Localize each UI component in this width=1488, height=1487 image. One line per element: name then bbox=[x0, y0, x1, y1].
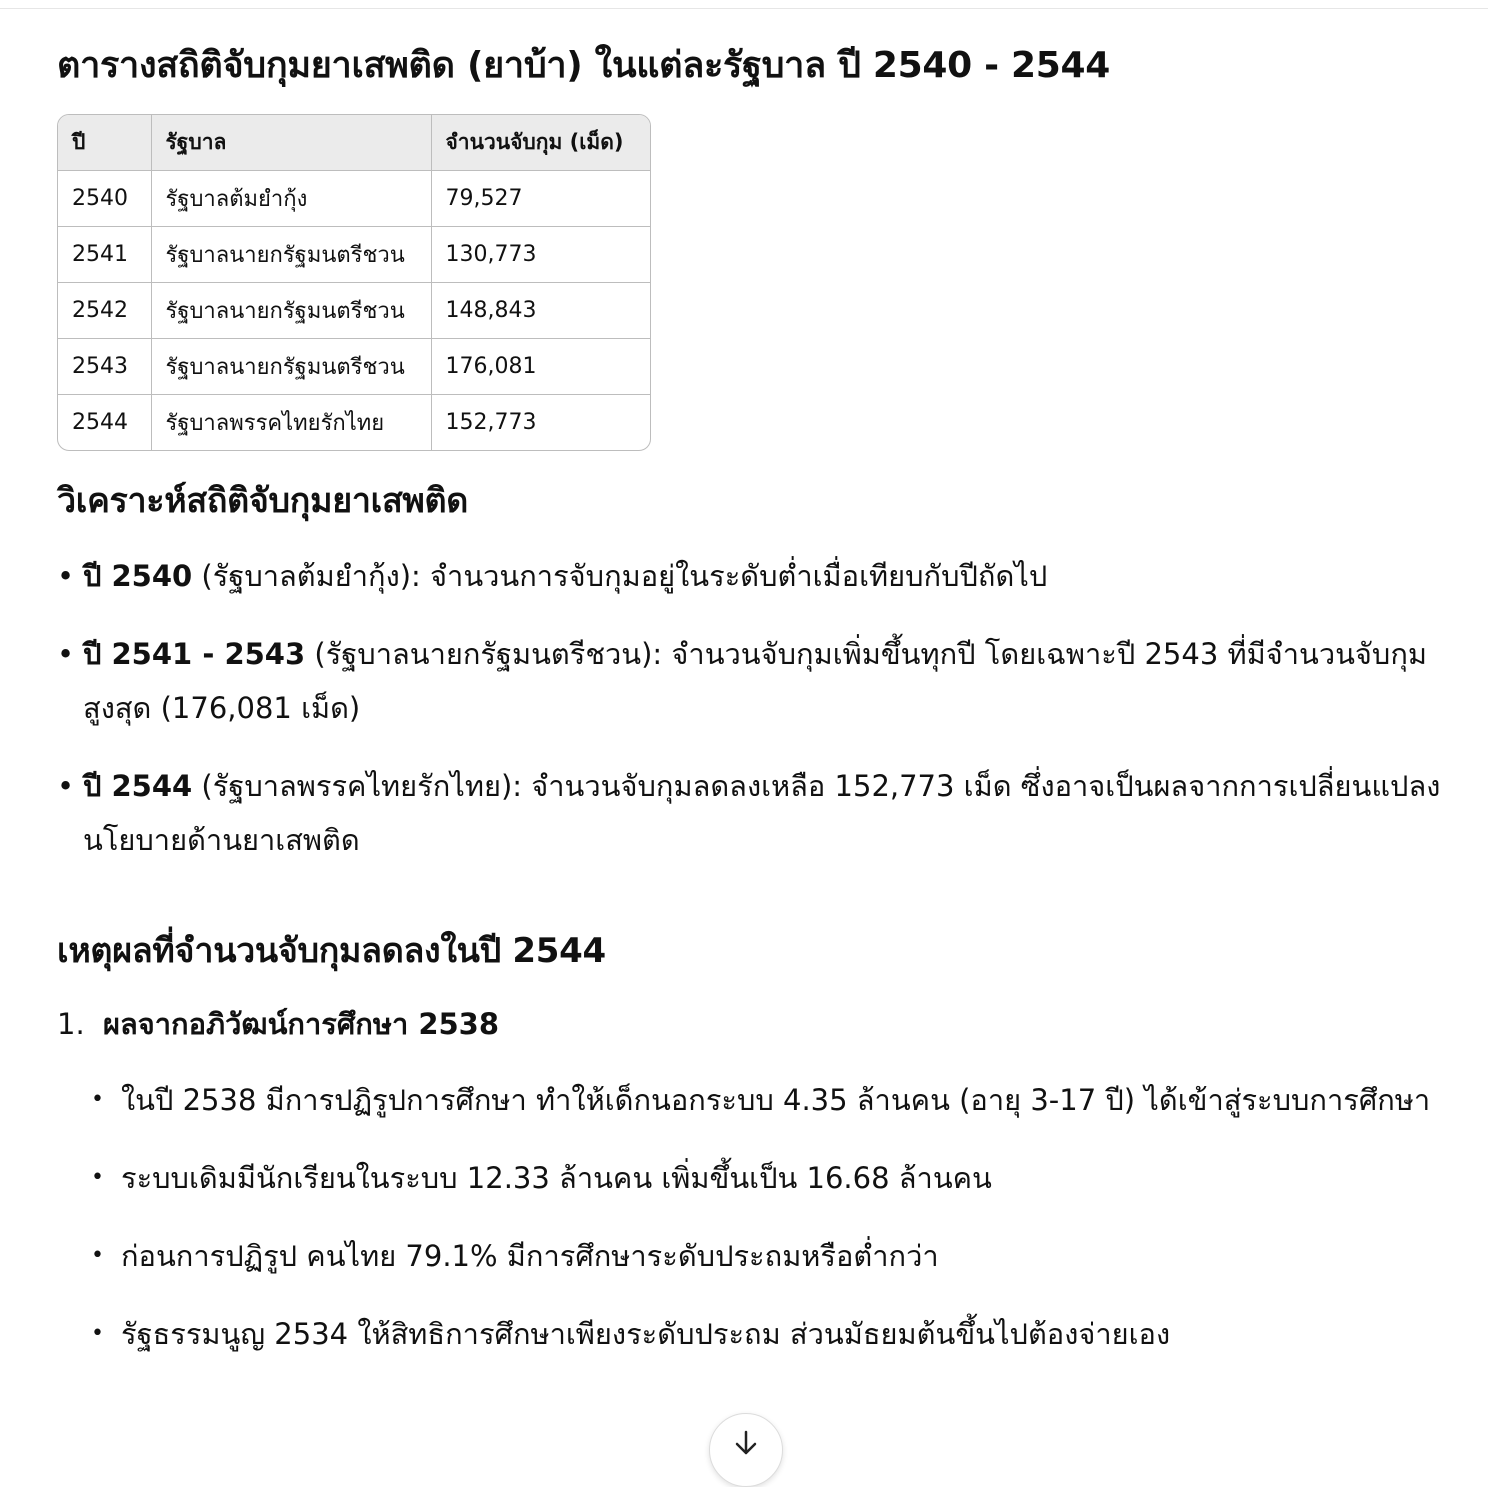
cell-government: รัฐบาลนายกรัฐมนตรีชวน bbox=[151, 227, 431, 283]
analysis-text: (รัฐบาลพรรคไทยรักไทย): จำนวนจับกุมลดลงเหลือ 152,773 เม็ด ซึ่งอาจเป็นผลจากการเปลี่ยนแปลงนโยบายด้านยาเสพติด bbox=[83, 769, 1441, 857]
message-content bbox=[57, 40, 1457, 1385]
list-item bbox=[57, 999, 1457, 1361]
arrow-down-icon bbox=[731, 1428, 761, 1458]
header-government: รัฐบาล bbox=[151, 115, 431, 171]
reason-number: 1. bbox=[57, 1007, 85, 1041]
top-divider bbox=[0, 0, 1488, 9]
cell-count: 130,773 bbox=[431, 227, 650, 283]
list-item bbox=[57, 627, 1457, 735]
header-count: จำนวนจับกุม (เม็ด) bbox=[431, 115, 650, 171]
cell-government: รัฐบาลนายกรัฐมนตรีชวน bbox=[151, 339, 431, 395]
table-row bbox=[58, 283, 650, 339]
cell-government: รัฐบาลพรรคไทยรักไทย bbox=[151, 395, 431, 451]
scroll-to-bottom-button[interactable] bbox=[709, 1413, 783, 1487]
analysis-text: (รัฐบาลต้มยำกุ้ง): จำนวนการจับกุมอยู่ในระดับต่ำเมื่อเทียบกับปีถัดไป bbox=[192, 559, 1048, 593]
cell-government: รัฐบาลต้มยำกุ้ง bbox=[151, 171, 431, 227]
reasons-list bbox=[57, 999, 1457, 1361]
list-item: • ระบบเดิมมีนักเรียนในระบบ 12.33 ล้านคน เพิ่มขึ้นเป็น 16.68 ล้านคน bbox=[77, 1151, 1457, 1205]
cell-year: 2541 bbox=[58, 227, 151, 283]
analysis-heading: วิเคราะห์สถิติจับกุมยาเสพติด bbox=[57, 481, 469, 521]
table-header-row bbox=[58, 115, 650, 171]
analysis-text: (รัฐบาลนายกรัฐมนตรีชวน): จำนวนจับกุมเพิ่มขึ้นทุกปี โดยเฉพาะปี 2543 ที่มีจำนวนจับกุมสูงสุด (176,081 เม็ด) bbox=[83, 637, 1428, 725]
cell-count: 176,081 bbox=[431, 339, 650, 395]
table-row bbox=[58, 395, 650, 451]
analysis-year: ปี 2541 - 2543 bbox=[83, 637, 306, 671]
analysis-year: ปี 2540 bbox=[83, 559, 193, 593]
list-item bbox=[57, 549, 1457, 603]
header-year: ปี bbox=[58, 115, 151, 171]
cell-year: 2540 bbox=[58, 171, 151, 227]
cell-count: 148,843 bbox=[431, 283, 650, 339]
cell-year: 2544 bbox=[58, 395, 151, 451]
list-item: • ในปี 2538 มีการปฏิรูปการศึกษา ทำให้เด็กนอกระบบ 4.35 ล้านคน (อายุ 3-17 ปี) ได้เข้าสู่ระบบการศึกษา bbox=[77, 1073, 1457, 1127]
list-item bbox=[57, 759, 1457, 867]
list-item: • รัฐธรรมนูญ 2534 ให้สิทธิการศึกษาเพียงระดับประถม ส่วนมัธยมต้นขึ้นไปต้องจ่ายเอง bbox=[77, 1307, 1457, 1361]
reason-title: ผลจากอภิวัฒน์การศึกษา 2538 bbox=[103, 1007, 500, 1041]
reasons-heading: เหตุผลที่จำนวนจับกุมลดลงในปี 2544 bbox=[57, 931, 606, 971]
cell-count: 152,773 bbox=[445, 410, 537, 435]
table-row bbox=[58, 339, 650, 395]
stats-table bbox=[58, 115, 650, 450]
analysis-list bbox=[57, 549, 1457, 867]
page-title: ตารางสถิติจับกุมยาเสพติด (ยาบ้า) ในแต่ละรัฐบาล ปี 2540 - 2544 bbox=[57, 45, 1110, 86]
reason-sub-list bbox=[77, 1073, 1457, 1361]
analysis-year: ปี 2544 bbox=[83, 769, 193, 803]
cell-government: รัฐบาลนายกรัฐมนตรีชวน bbox=[151, 283, 431, 339]
cell-count: 79,527 bbox=[431, 171, 650, 227]
table-row bbox=[58, 227, 650, 283]
table-row bbox=[58, 171, 650, 227]
cell-year: 2543 bbox=[58, 339, 151, 395]
cell-year: 2542 bbox=[58, 283, 151, 339]
stats-table-container bbox=[57, 114, 651, 451]
list-item: • ก่อนการปฏิรูป คนไทย 79.1% มีการศึกษาระดับประถมหรือต่ำกว่า bbox=[77, 1229, 1457, 1283]
